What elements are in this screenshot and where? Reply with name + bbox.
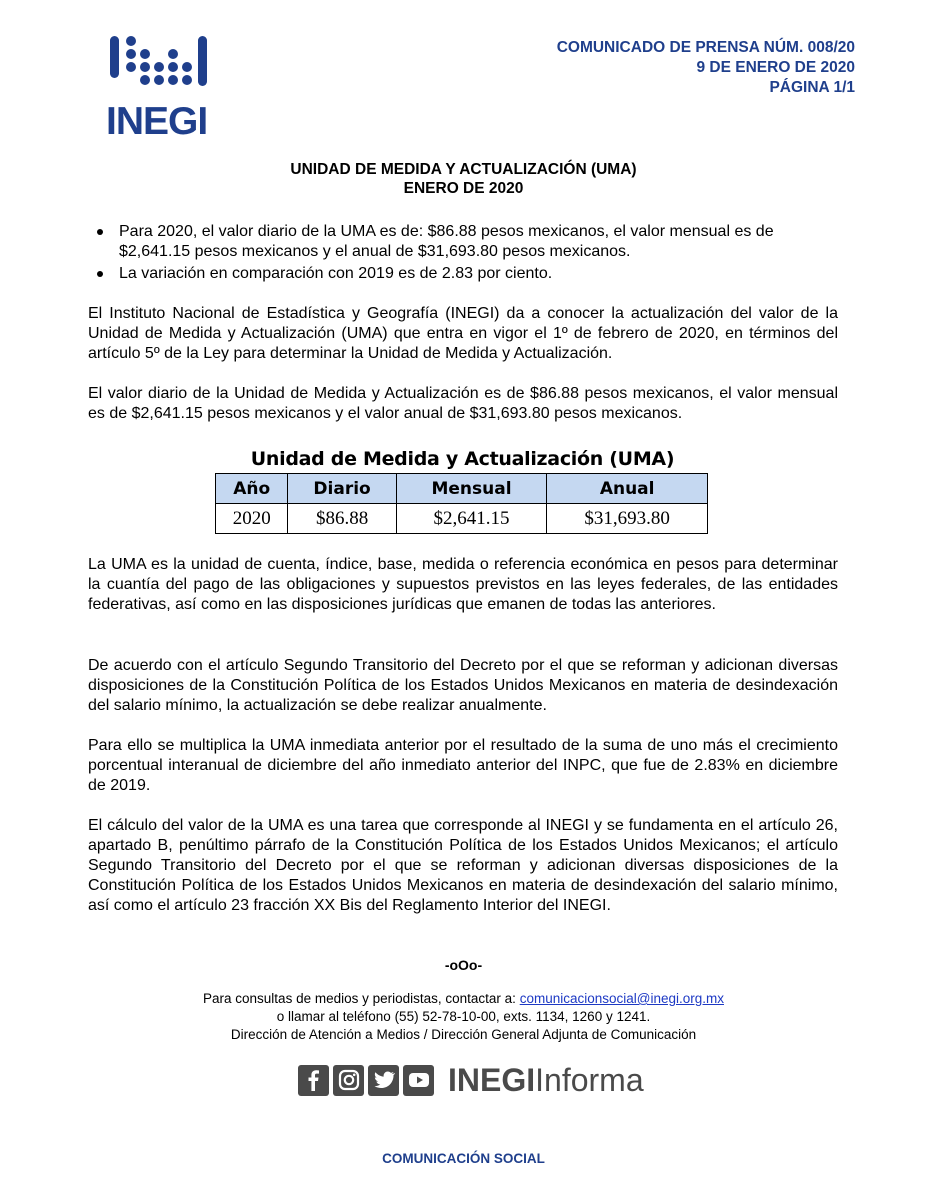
paragraph-legal: De acuerdo con el artículo Segundo Transitorio del Decreto por el que se reforman y adicionan diversas disposiciones de la Constitución Política de los Estados Unidos Mexicanos en materia de desindexación del salario mínimo, la actualización se debe realizar anualmente. xyxy=(88,657,838,714)
paragraph-basis: El cálculo del valor de la UMA es una tarea que corresponde al INEGI y se fundamenta en el artículo 26, apartado B, penúltimo párrafo de la Constitución Política de los Estados Unidos Mexicanos; el artículo Segundo Transitorio del Decreto por el que se reforman y adicionan diversas disposiciones de la Constitución Política de los Estados Unidos Mexicanos en materia de desindexación del salario mínimo, así como el artículo 23 fracción XX Bis del Reglamento Interior del INEGI. xyxy=(88,817,838,914)
table-row xyxy=(216,504,708,534)
inegi-logo xyxy=(104,32,220,148)
title-line-1: UNIDAD DE MEDIDA Y ACTUALIZACIÓN (UMA) xyxy=(290,161,637,178)
contact-line-3: Dirección de Atención a Medios / Dirección General Adjunta de Comunicación xyxy=(230,1027,697,1042)
social-bar xyxy=(298,1062,644,1098)
contact-line-1: Para consultas de medios y periodistas, contactar a: comunicacionsocial@inegi.org.mx xyxy=(203,991,724,1006)
paragraph-definition: La UMA es la unidad de cuenta, índice, base, medida o referencia económica en pesos para determinar la cuantía del pago de las obligaciones y supuestos previstos en las leyes federales, de las entidades federativas, así como en las disposiciones jurídicas que emanen de todas las anteriores. xyxy=(88,556,838,613)
list-item: Para 2020, el valor diario de la UMA es de: $86.88 pesos mexicanos, el valor mensual es de $2,641.15 pesos mexicanos y el anual de $31,693.80 pesos mexicanos. xyxy=(95,222,825,262)
document-title xyxy=(0,160,927,198)
table-title: Unidad de Medida y Actualización (UMA) xyxy=(250,448,675,470)
paragraph-calculation: Para ello se multiplica la UMA inmediata anterior por el resultado de la suma de uno más el crecimiento porcentual interanual de diciembre del año inmediato anterior del INPC, que fue de 2.83% en diciembre de 2019. xyxy=(88,737,838,794)
header-cell: Anual xyxy=(547,474,708,504)
header-cell: Año xyxy=(216,474,288,504)
highlights-list xyxy=(95,222,825,286)
table-cell: $2,641.15 xyxy=(396,504,547,534)
table-cell: $31,693.80 xyxy=(547,504,708,534)
contact-info xyxy=(0,990,927,1044)
email-link[interactable]: comunicacionsocial@inegi.org.mx xyxy=(519,991,724,1006)
paragraph-values: El valor diario de la Unidad de Medida y Actualización es de $86.88 pesos mexicanos, el valor mensual es de $2,641.15 pesos mexicanos y el valor anual de $31,693.80 pesos mexicanos. xyxy=(88,385,838,422)
release-date: 9 DE ENERO DE 2020 xyxy=(696,59,855,76)
table-cell: 2020 xyxy=(216,504,288,534)
separator: -oOo- xyxy=(444,957,483,973)
youtube-icon[interactable] xyxy=(403,1065,434,1096)
title-line-2: ENERO DE 2020 xyxy=(403,180,524,197)
table-header-row xyxy=(216,474,708,504)
contact-line-2: o llamar al teléfono (55) 52-78-10-00, exts. 1134, 1260 y 1241. xyxy=(276,1009,651,1024)
uma-table xyxy=(215,473,708,534)
facebook-icon[interactable] xyxy=(298,1065,329,1096)
inegi-informa-brand: INEGIInforma xyxy=(448,1062,644,1098)
paragraph-intro: El Instituto Nacional de Estadística y Geografía (INEGI) da a conocer la actualización del valor de la Unidad de Medida y Actualización (UMA) que entra en vigor el 1º de febrero de 2020, en términos del artículo 5º de la Ley para determinar la Unidad de Medida y Actualización. xyxy=(88,305,838,362)
table-cell: $86.88 xyxy=(288,504,396,534)
release-number: COMUNICADO DE PRENSA NÚM. 008/20 xyxy=(556,39,855,56)
bullet-icon xyxy=(97,229,103,235)
release-info xyxy=(557,38,855,98)
list-item: La variación en comparación con 2019 es de 2.83 por ciento. xyxy=(95,264,825,284)
footer-department: COMUNICACIÓN SOCIAL xyxy=(382,1151,545,1166)
page-number: PÁGINA 1/1 xyxy=(769,79,855,96)
twitter-icon[interactable] xyxy=(368,1065,399,1096)
header-cell: Mensual xyxy=(396,474,547,504)
bullet-icon xyxy=(97,271,103,277)
header-cell: Diario xyxy=(288,474,396,504)
instagram-icon[interactable] xyxy=(333,1065,364,1096)
logo-wordmark: INEGI xyxy=(106,100,208,143)
